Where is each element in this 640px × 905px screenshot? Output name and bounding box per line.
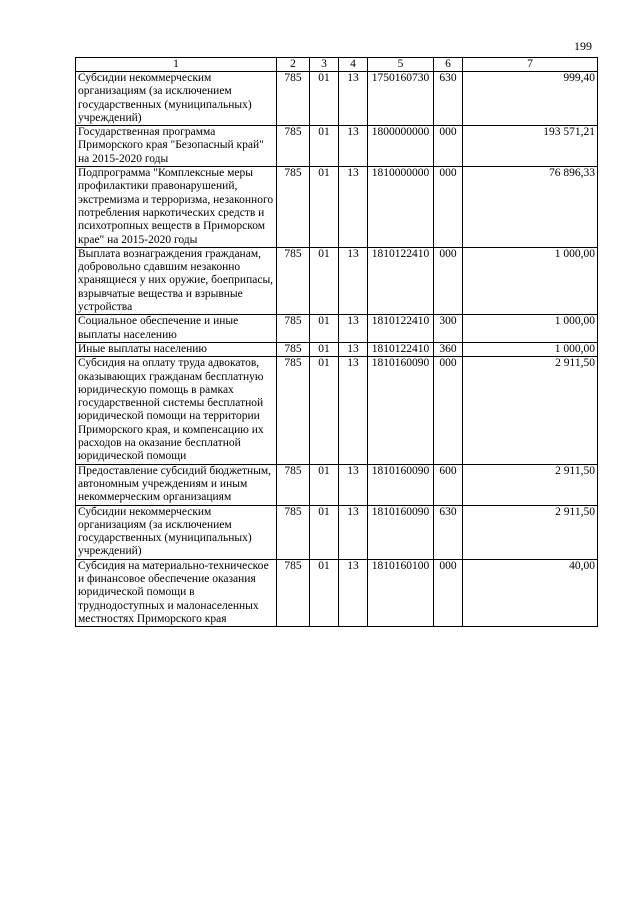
row-amount: 76 896,33 — [463, 167, 598, 248]
row-name: Субсидии некоммерческим организациям (за исключением государственных (муниципальных) учреждений) — [76, 72, 277, 126]
row-target-code: 1810000000 — [368, 167, 434, 248]
header-cell-3: 3 — [310, 58, 339, 72]
row-section-code: 01 — [310, 505, 339, 559]
table-row — [76, 505, 598, 559]
row-subsection-code: 13 — [339, 342, 368, 356]
row-section-code: 01 — [310, 126, 339, 167]
row-expense-type: 300 — [434, 315, 463, 343]
header-cell-6: 6 — [434, 58, 463, 72]
row-target-code: 1810160090 — [368, 505, 434, 559]
row-target-code: 1810122410 — [368, 342, 434, 356]
row-amount: 1 000,00 — [463, 315, 598, 343]
table-row — [76, 247, 598, 314]
row-amount: 2 911,50 — [463, 357, 598, 464]
row-amount: 193 571,21 — [463, 126, 598, 167]
row-subsection-code: 13 — [339, 464, 368, 505]
row-subsection-code: 13 — [339, 247, 368, 314]
row-expense-type: 000 — [434, 247, 463, 314]
row-section-code: 01 — [310, 167, 339, 248]
row-subsection-code: 13 — [339, 126, 368, 167]
row-name: Социальное обеспечение и иные выплаты населению — [76, 315, 277, 343]
row-expense-type: 000 — [434, 126, 463, 167]
row-name: Выплата вознаграждения гражданам, добровольно сдавшим незаконно хранящиеся у них оружие, боеприпасы, взрывчатые вещества и взрывные устройства — [76, 247, 277, 314]
table-row — [76, 357, 598, 464]
row-ministry-code: 785 — [277, 559, 310, 626]
table-header — [76, 58, 598, 72]
header-cell-7: 7 — [463, 58, 598, 72]
row-subsection-code: 13 — [339, 72, 368, 126]
row-name: Государственная программа Приморского края "Безопасный край" на 2015-2020 годы — [76, 126, 277, 167]
row-expense-type: 000 — [434, 167, 463, 248]
row-section-code: 01 — [310, 72, 339, 126]
row-name: Подпрограмма "Комплексные меры профилактики правонарушений, экстремизма и терроризма, незаконного потребления наркотических средств и психотропных веществ в Приморском крае" на 2015-2020 годы — [76, 167, 277, 248]
row-target-code: 1810160090 — [368, 464, 434, 505]
header-row — [76, 58, 598, 72]
row-ministry-code: 785 — [277, 72, 310, 126]
row-amount: 2 911,50 — [463, 505, 598, 559]
table-row — [76, 342, 598, 356]
row-amount: 2 911,50 — [463, 464, 598, 505]
table-row — [76, 464, 598, 505]
budget-table — [75, 57, 598, 627]
header-cell-4: 4 — [339, 58, 368, 72]
row-name: Субсидия на оплату труда адвокатов, оказывающих гражданам бесплатную юридическую помощь в рамках государственной системы бесплатной юридической помощи на территории Приморского края, и компенсацию их расходов на оказание бесплатной юридической помощи — [76, 357, 277, 464]
row-expense-type: 000 — [434, 559, 463, 626]
row-section-code: 01 — [310, 247, 339, 314]
header-cell-1: 1 — [76, 58, 277, 72]
row-section-code: 01 — [310, 342, 339, 356]
table-body — [76, 72, 598, 627]
table-row — [76, 72, 598, 126]
row-ministry-code: 785 — [277, 167, 310, 248]
row-amount: 1 000,00 — [463, 342, 598, 356]
row-ministry-code: 785 — [277, 247, 310, 314]
row-target-code: 1810122410 — [368, 247, 434, 314]
row-ministry-code: 785 — [277, 342, 310, 356]
page-number: 199 — [574, 39, 592, 53]
row-amount: 999,40 — [463, 72, 598, 126]
row-ministry-code: 785 — [277, 126, 310, 167]
row-name: Предоставление субсидий бюджетным, автономным учреждениям и иным некоммерческим организациям — [76, 464, 277, 505]
table-row — [76, 315, 598, 343]
row-subsection-code: 13 — [339, 559, 368, 626]
table-row — [76, 559, 598, 626]
table-row — [76, 126, 598, 167]
row-section-code: 01 — [310, 464, 339, 505]
row-amount: 1 000,00 — [463, 247, 598, 314]
table-row — [76, 167, 598, 248]
row-expense-type: 000 — [434, 357, 463, 464]
row-subsection-code: 13 — [339, 357, 368, 464]
row-subsection-code: 13 — [339, 167, 368, 248]
row-name: Иные выплаты населению — [76, 342, 277, 356]
row-target-code: 1810122410 — [368, 315, 434, 343]
row-ministry-code: 785 — [277, 464, 310, 505]
row-expense-type: 600 — [434, 464, 463, 505]
row-ministry-code: 785 — [277, 357, 310, 464]
row-subsection-code: 13 — [339, 505, 368, 559]
row-section-code: 01 — [310, 357, 339, 464]
row-target-code: 1750160730 — [368, 72, 434, 126]
row-amount: 40,00 — [463, 559, 598, 626]
row-expense-type: 630 — [434, 72, 463, 126]
row-ministry-code: 785 — [277, 315, 310, 343]
row-name: Субсидии некоммерческим организациям (за исключением государственных (муниципальных) учреждений) — [76, 505, 277, 559]
row-target-code: 1810160090 — [368, 357, 434, 464]
row-section-code: 01 — [310, 559, 339, 626]
row-ministry-code: 785 — [277, 505, 310, 559]
row-target-code: 1800000000 — [368, 126, 434, 167]
row-section-code: 01 — [310, 315, 339, 343]
row-target-code: 1810160100 — [368, 559, 434, 626]
row-name: Субсидия на материально-техническое и финансовое обеспечение оказания юридической помощи в труднодоступных и малонаселенных местностях Приморского края — [76, 559, 277, 626]
header-cell-5: 5 — [368, 58, 434, 72]
row-subsection-code: 13 — [339, 315, 368, 343]
row-expense-type: 630 — [434, 505, 463, 559]
row-expense-type: 360 — [434, 342, 463, 356]
header-cell-2: 2 — [277, 58, 310, 72]
